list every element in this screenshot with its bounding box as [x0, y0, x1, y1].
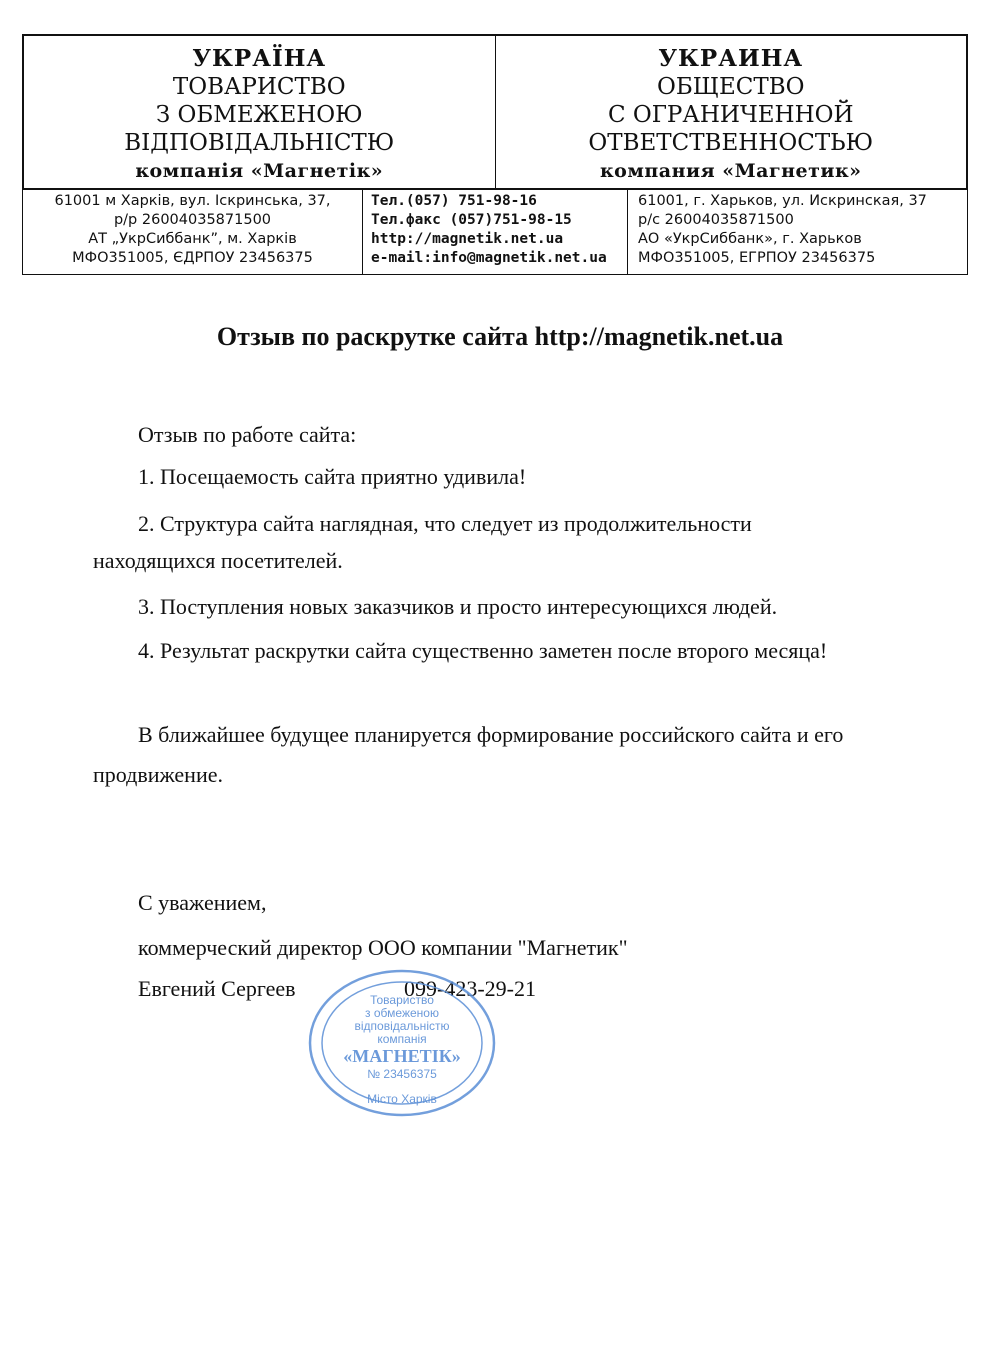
closing-regards: С уважением, — [138, 890, 267, 915]
stamp-line: компанія — [377, 1032, 427, 1046]
letterhead-header — [22, 34, 968, 190]
letterhead-ukrainian — [24, 36, 495, 188]
list-item-2-continued: находящихся посетителей. — [93, 548, 343, 573]
stamp-line: Товариство — [370, 993, 434, 1007]
stamp-company-name: «МАГНЕТІК» — [343, 1046, 461, 1066]
country-ua: УКРАЇНА — [192, 45, 327, 72]
email-link[interactable]: e-mail:info@magnetik.net.ua — [371, 250, 607, 266]
document-title: Отзыв по раскрутке сайта http://magnetik.net.ua — [216, 322, 784, 351]
stamp-line: Місто Харків — [367, 1092, 437, 1106]
letterhead-russian — [495, 36, 967, 188]
address-ru-line: р/с 26004035871500 — [638, 212, 794, 228]
letterhead — [22, 34, 966, 277]
address-ua-line: АТ „УкрСиббанк”, м. Харків — [88, 231, 297, 247]
stamp-line: з обмеженою — [365, 1006, 439, 1020]
website-link[interactable]: http://magnetik.net.ua — [371, 231, 564, 247]
stamp-line: № 23456375 — [367, 1067, 437, 1081]
address-ua-line: МФО351005, ЄДРПОУ 23456375 — [72, 250, 313, 266]
address-ru-line: 61001, г. Харьков, ул. Искринская, 37 — [638, 193, 927, 209]
plan-paragraph-continued: продвижение. — [93, 762, 223, 787]
letterhead-details — [22, 188, 968, 275]
address-ru-line: АО «УкрСиббанк», г. Харьков — [638, 231, 862, 247]
signer-position: коммерческий директор ООО компании "Магнетик" — [138, 935, 628, 960]
list-item-3: 3. Поступления новых заказчиков и просто интересующихся людей. — [138, 594, 778, 619]
address-ru — [628, 188, 967, 274]
intro-line: Отзыв по работе сайта: — [138, 422, 357, 447]
org-type-ru-3: ОТВЕТСТВЕННОСТЬЮ — [588, 130, 874, 156]
company-stamp — [307, 968, 497, 1118]
address-ua-line: р/р 26004035871500 — [113, 212, 272, 228]
fax: Тел.факс (057)751-98-15 — [371, 212, 572, 228]
contacts — [362, 188, 628, 274]
org-type-ua-3: ВІДПОВІДАЛЬНІСТЮ — [124, 130, 395, 156]
list-item-2: 2. Структура сайта наглядная, что следует из продолжительности — [138, 511, 752, 536]
org-type-ru-2: С ОГРАНИЧЕННОЙ — [607, 102, 854, 128]
list-item-4: 4. Результат раскрутки сайта существенно заметен после второго месяца! — [138, 638, 828, 663]
address-ru-line: МФО351005, ЕГРПОУ 23456375 — [638, 250, 876, 266]
country-ru: УКРАИНА — [658, 45, 804, 72]
org-type-ru-1: ОБЩЕСТВО — [657, 74, 805, 100]
signer-phone: 099-423-29-21 — [404, 976, 536, 1001]
org-type-ua-2: З ОБМЕЖЕНОЮ — [155, 102, 363, 128]
address-ua-line: 61001 м Харків, вул. Іскринська, 37, — [54, 193, 331, 209]
list-item-1: 1. Посещаемость сайта приятно удивила! — [138, 464, 527, 489]
address-ua — [23, 188, 362, 274]
org-type-ua-1: ТОВАРИСТВО — [172, 74, 346, 100]
plan-paragraph: В ближайшее будущее планируется формирование российского сайта и его — [138, 722, 844, 747]
stamp-line: відповідальністю — [354, 1019, 450, 1033]
company-name-ru: компания «Магнетик» — [599, 160, 862, 182]
company-name-ua: компанія «Магнетік» — [135, 160, 384, 182]
phone: Тел.(057) 751-98-16 — [371, 193, 537, 209]
signer-name: Евгений Сергеев — [138, 976, 296, 1001]
